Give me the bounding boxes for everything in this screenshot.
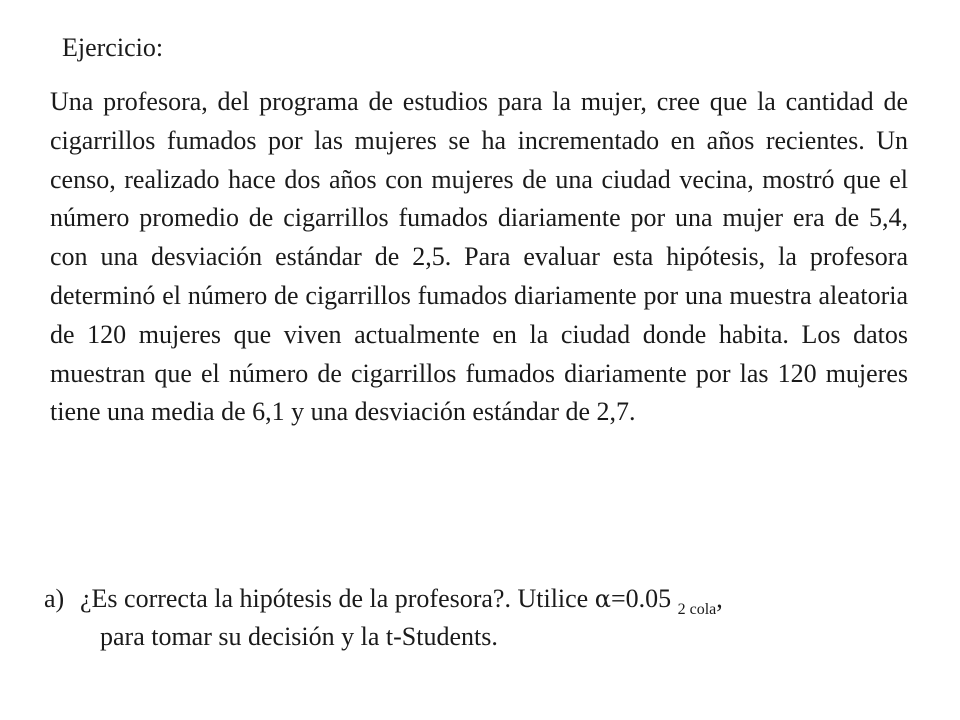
question-a-line-1 <box>44 580 924 618</box>
exercise-title: Ejercicio: <box>62 33 164 62</box>
question-text-line-2: para tomar su decisión y la t-Students. <box>100 622 498 651</box>
problem-statement: Una profesora, del programa de estudios para la mujer, cree que la cantidad de cigarrillos fumados por las mujeres se ha incrementado en años recientes. Un censo, realizado hace dos años con mujeres de una ciudad vecina, mostró que el número promedio de cigarrillos fumados diariamente por una mujer era de 5,4, con una desviación estándar de 2,5. Para evaluar esta hipótesis, la profesora determinó el número de cigarrillos fumados diariamente por una muestra aleatoria de 120 mujeres que viven actualmente en la ciudad donde habita. Los datos muestran que el número de cigarrillos fumados diariamente por las 120 mujeres tiene una media de 6,1 y una desviación estándar de 2,7. <box>50 87 908 427</box>
question-marker: a) <box>44 584 65 613</box>
question-a <box>44 580 924 656</box>
alpha-subscript: 2 cola <box>677 601 717 618</box>
alpha-symbol: α <box>594 585 611 613</box>
alpha-value: =0.05 <box>610 584 672 613</box>
question-text: ¿Es correcta la hipótesis de la profesora?. Utilice <box>80 584 595 613</box>
question-comma: , <box>716 584 723 613</box>
question-a-line-2 <box>44 618 924 656</box>
